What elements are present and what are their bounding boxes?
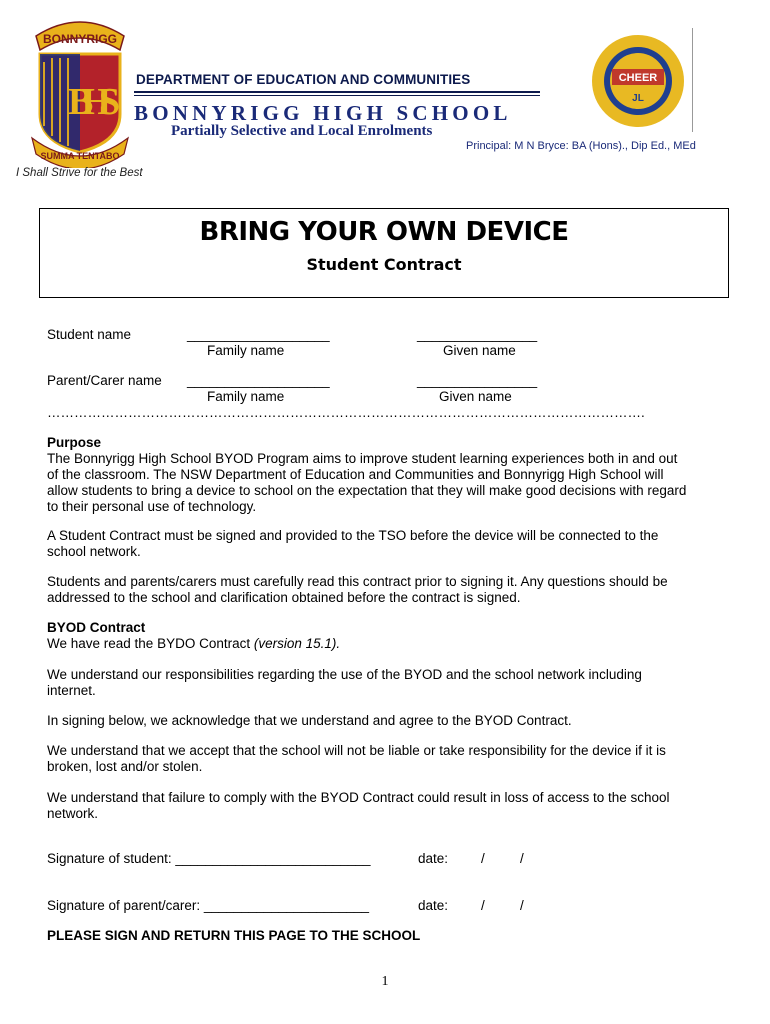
student-name-label: Student name <box>47 327 132 342</box>
date-slash: / <box>520 898 524 913</box>
byod-version: (version 15.1). <box>253 636 341 651</box>
read-line: addressed to the school and clarification obtained before the contract is signed. <box>47 590 521 605</box>
school-motto: I Shall Strive for the Best <box>16 167 143 179</box>
purpose-line: The Bonnyrigg High School BYOD Program aims to improve student learning experiences both in and out <box>47 451 678 466</box>
header-rule <box>134 91 540 93</box>
parent-given-name-field[interactable]: ________________ <box>417 373 538 388</box>
responsibilities-line: internet. <box>47 683 96 698</box>
student-family-name-field[interactable]: ___________________ <box>187 327 330 342</box>
purpose-heading: Purpose <box>47 435 102 450</box>
family-name-caption: Family name <box>207 343 285 358</box>
contract-paragraph <box>47 528 727 560</box>
date-slash: / <box>481 898 485 913</box>
school-tagline: Partially Selective and Local Enrolments <box>171 123 433 139</box>
failure-line: We understand that failure to comply with the BYOD Contract could result in loss of access to the school <box>47 790 670 805</box>
student-date-label: date: <box>418 851 449 866</box>
purpose-paragraph <box>47 451 727 515</box>
given-name-caption: Given name <box>443 343 516 358</box>
responsibilities-line: We understand our responsibilities regarding the use of the BYOD and the school network including <box>47 667 642 682</box>
page-number: 1 <box>381 974 389 989</box>
dotted-separator: ……………………………………………………………………………………………………………………. <box>47 405 645 420</box>
date-slash: / <box>520 851 524 866</box>
parent-family-name-field[interactable]: ___________________ <box>187 373 330 388</box>
purpose-line: to their personal use of technology. <box>47 499 257 514</box>
school-name: BONNYRIGG HIGH SCHOOL <box>134 101 512 125</box>
purpose-line: of the classroom. The NSW Department of Education and Communities and Bonnyrigg High School will <box>47 467 664 482</box>
crest-monogram: BHS <box>67 81 109 123</box>
student-given-name-field[interactable]: ________________ <box>417 327 538 342</box>
return-instruction: PLEASE SIGN AND RETURN THIS PAGE TO THE SCHOOL <box>47 928 421 943</box>
date-slash: / <box>481 851 485 866</box>
failure-paragraph <box>47 790 727 822</box>
byod-contract-heading: BYOD Contract <box>47 620 146 635</box>
crest-motto-text: SUMMA TENTABO <box>40 151 120 161</box>
acknowledge-line: In signing below, we acknowledge that we understand and agree to the BYOD Contract. <box>47 713 572 728</box>
byod-read-text: We have read the BYDO Contract <box>47 636 254 651</box>
contract-line: school network. <box>47 544 141 559</box>
purpose-line: allow students to bring a device to school on the expectation that they will make good decisions with regard <box>47 483 687 498</box>
byod-read-line <box>47 636 727 652</box>
contract-line: A Student Contract must be signed and provided to the TSO before the device will be connected to the <box>47 528 659 543</box>
parent-date-label: date: <box>418 898 449 913</box>
failure-line: network. <box>47 806 99 821</box>
liability-line: We understand that we accept that the school will not be liable or take responsibility for the device if it is <box>47 743 666 758</box>
principal-credit: Principal: M N Bryce: BA (Hons)., Dip Ed., MEd <box>466 140 696 152</box>
crest-banner-text: BONNYRIGG <box>42 32 118 46</box>
badge-main-text: CHEER <box>618 72 658 84</box>
student-signature-field[interactable]: Signature of student: __________________________ <box>47 851 371 866</box>
document-subtitle: Student Contract <box>306 255 462 274</box>
responsibilities-paragraph <box>47 667 727 699</box>
liability-paragraph <box>47 743 727 775</box>
read-paragraph <box>47 574 727 606</box>
title-box <box>39 208 729 298</box>
given-name-caption: Given name <box>439 389 512 404</box>
school-crest-logo <box>28 14 132 168</box>
family-name-caption: Family name <box>207 389 285 404</box>
department-name: DEPARTMENT OF EDUCATION AND COMMUNITIES <box>136 72 471 87</box>
read-line: Students and parents/carers must carefully read this contract prior to signing it. Any questions should be <box>47 574 668 589</box>
parent-signature-field[interactable]: Signature of parent/carer: ______________________ <box>47 898 370 913</box>
badge-initials: JL <box>632 93 644 104</box>
cheer-badge-logo <box>590 33 686 129</box>
header-rule-thin <box>134 95 540 96</box>
liability-line: broken, lost and/or stolen. <box>47 759 203 774</box>
document-title: BRING YOUR OWN DEVICE <box>199 217 569 247</box>
parent-name-label: Parent/Carer name <box>47 373 162 388</box>
